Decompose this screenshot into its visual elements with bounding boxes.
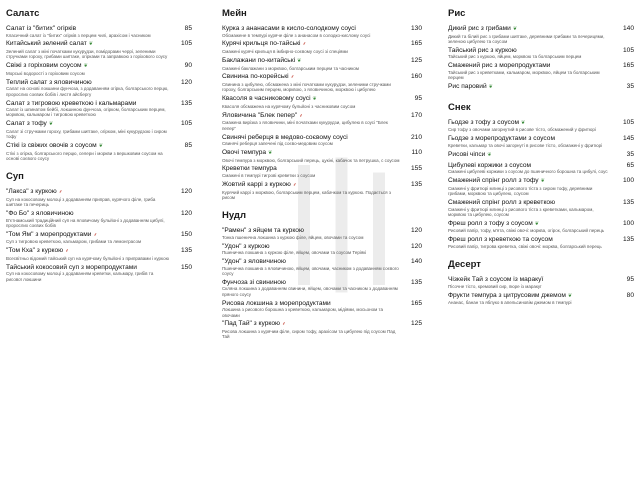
vegetarian-leaf-icon: ❦: [312, 96, 317, 103]
menu-item: [222, 300, 422, 318]
menu-item-price: 80: [626, 291, 634, 299]
menu-item-price: 135: [180, 247, 192, 255]
menu-item-name: Смажений спрінг ролл з тофу: [448, 177, 539, 185]
menu-item: [448, 292, 634, 306]
menu-item-description: Смажені курячі крильця в імбирно-соєвому соусі зі спеціями: [222, 49, 348, 55]
section-title: Десерт: [448, 259, 481, 271]
menu-item-name: Фунчоза зі свининою: [222, 278, 286, 286]
menu-column-middle: [222, 6, 422, 342]
menu-item-row: [448, 236, 634, 244]
menu-item-row: [222, 134, 422, 142]
menu-item: [448, 162, 634, 175]
menu-item-description: Свинина з цибулею, обсмажена з міні початками кукурудзи, зеленими стручками гороху, болгарським перцем, морквою, з яловичиною, морквою і цибулею: [222, 82, 391, 93]
menu-item-name: Смажений спрінг ролл з креветкою: [448, 199, 556, 207]
spicy-chili-icon: ⸙: [299, 112, 303, 119]
menu-item-row: [222, 258, 422, 266]
vegetarian-leaf-icon: ❦: [48, 121, 54, 128]
menu-item-name: Креветки темпура: [222, 165, 277, 173]
section-title: Суп: [6, 171, 24, 183]
menu-item-price: 150: [180, 230, 192, 238]
menu-item-row: [448, 162, 634, 170]
menu-item-description: Курячий каррі з морквою, болгарським перцем, кабачком та куркою. Подається з рисом: [222, 189, 391, 200]
menu-item-name: Рисова локшина з морепродуктами: [222, 299, 331, 307]
menu-item: [448, 151, 634, 160]
menu-item-price: 35: [626, 150, 634, 158]
menu-item-price: 125: [410, 320, 422, 328]
menu-item-name: "Том Ям" з морепродуктами: [6, 230, 92, 238]
vegetarian-leaf-icon: ❦: [487, 151, 492, 158]
menu-item-price: 160: [410, 73, 422, 81]
menu-item-name: Салат з тигровою креветкою і кальмарами: [6, 99, 137, 107]
menu-item-name-wrap: [6, 100, 172, 108]
menu-item-name: Тайський рис з куркою: [448, 46, 517, 54]
menu-item-price: 165: [622, 62, 634, 70]
menu-item-name-wrap: [222, 227, 402, 235]
menu-item: [222, 40, 422, 54]
menu-item-name: "Рамен" з яйцем та куркою: [222, 227, 304, 235]
menu-item-description: Класичний салат із "битих" огірків з перцем чилі, арахісом і часником: [6, 32, 151, 38]
menu-item-description: Смажені у фритюрі млинці з рисового тіста з креветками, кальмаром, морквою та цибулею, соусом: [448, 206, 594, 217]
menu-item-name-wrap: [222, 134, 402, 142]
menu-item-description: Пісочне тісто, кремовий сир, пюре із маракуї: [448, 283, 542, 289]
menu-item-row: [6, 120, 192, 129]
menu-item-name-wrap: [222, 181, 402, 190]
menu-item-price: 120: [180, 78, 192, 86]
menu-item-name: Тайський кокосовий суп з морепродуктами: [6, 263, 137, 271]
menu-item: [222, 95, 422, 109]
menu-item-description: Всесвітньо відомий тайський суп на курячому бульйоні з приправами і куркою: [6, 255, 169, 261]
menu-item-row: [6, 247, 192, 256]
menu-item: [448, 177, 634, 196]
menu-item-description: Свинячі реберця запечені під соєво-медовим соусом: [222, 141, 333, 147]
menu-column-left: [6, 6, 192, 285]
spicy-chili-icon: ⸙: [292, 181, 297, 188]
menu-item-name: Гьодзе з тофу з соусом: [448, 118, 520, 126]
vegetarian-leaf-icon: ❦: [567, 292, 573, 299]
menu-item-name-wrap: [448, 292, 614, 301]
menu-item-description: Суп з тигровою креветкою, кальмаром, грибами та лемонграсом: [6, 239, 142, 245]
vegetarian-leaf-icon: ❦: [297, 57, 302, 64]
menu-item-row: [448, 135, 634, 143]
menu-item-price: 165: [410, 299, 422, 307]
menu-item: [6, 62, 192, 76]
menu-item-name-wrap: [448, 25, 614, 34]
menu-item-name-wrap: [448, 83, 614, 92]
menu-item-description: Ананас, банан та яблуко в апельсиновім джемом в темпурі: [448, 300, 572, 306]
menu-item-description: Суп на кокосовому молоці з додаванням креветки, кальмару, грибів та рисової локшини: [6, 271, 154, 282]
menu-item-name: Фрукти темпура з цитрусовим джемом: [448, 291, 566, 299]
menu-item: [6, 247, 192, 261]
menu-item: [6, 210, 192, 228]
menu-item-row: [6, 188, 192, 197]
menu-item-row: [448, 276, 634, 284]
menu-item-name-wrap: [448, 119, 614, 128]
menu-item: [222, 134, 422, 147]
menu-item-name: Чізкейк Тай з соусом із маракуї: [448, 276, 544, 284]
vegetarian-leaf-icon: ❦: [268, 149, 273, 156]
menu-item-price: 140: [410, 258, 422, 266]
section-title: Рис: [448, 8, 466, 19]
section-title: Нудл: [222, 210, 246, 222]
menu-item-price: 170: [410, 111, 422, 119]
menu-item-name: Курка з ананасами в кисло-солодкому соусі: [222, 25, 356, 32]
menu-item-name: Фреш ролл з тофу з соусом: [448, 219, 533, 227]
vegetarian-leaf-icon: ❦: [521, 119, 526, 126]
menu-item-name: Стікі із свіжих овочів з соусом: [6, 142, 97, 150]
menu-item-row: [6, 62, 192, 71]
menu-item-name-wrap: [448, 151, 614, 160]
menu-item-price: 120: [410, 227, 422, 235]
menu-item-name: Китайський зелений салат: [6, 40, 87, 48]
menu-item-description: Смажені цибулеві коржики з соусом до пшеничного борошна та цибулі, соус: [448, 169, 608, 175]
menu-item-price: 95: [414, 95, 422, 103]
menu-item-row: [448, 292, 634, 301]
menu-item-description: Квасоля обсмажена на курячому бульйоні з часниковим соусом: [222, 103, 356, 109]
menu-item: [448, 276, 634, 289]
menu-item-name: "Удон" з яловичиною: [222, 258, 286, 266]
menu-item-description: Смажена вирізка з яловичини, міні початками кукурудзи, цибулею в соусі "Блек пепер": [222, 120, 388, 131]
menu-item: [6, 142, 192, 161]
menu-item-name: "Лакса" з куркою: [6, 188, 57, 196]
menu-item-name: "Фо Бо" з яловичиною: [6, 210, 74, 218]
menu-item-price: 140: [622, 25, 634, 32]
menu-item-description: Тайський рис з куркою, яйцем, морквою та болгарським перцем: [448, 54, 582, 60]
menu-item: [222, 57, 422, 71]
menu-item-description: Пшенична локшина з куркою філе, яйцем, овочами та соусом Теріякі: [222, 250, 367, 256]
menu-item-row: [6, 142, 192, 151]
menu-item: [222, 73, 422, 92]
menu-item-description: Рисовий папір, тигрова креветка, свіжі овочі: морква, болгарський перець: [448, 243, 602, 249]
menu-item-description: Овочі темпура з морквою, болгарський перець, цукіні, кабачок та петрушка, с соусом: [222, 157, 400, 163]
menu-item-price: 105: [180, 40, 192, 48]
menu-item-name-wrap: [222, 25, 402, 33]
vegetarian-leaf-icon: ❦: [512, 26, 518, 32]
menu-item-price: 120: [410, 242, 422, 250]
menu-item-name: Курячі крильця по-тайські: [222, 40, 301, 48]
menu-item-row: [6, 79, 192, 87]
menu-item-name-wrap: [6, 25, 172, 33]
menu-item-price: 165: [410, 40, 422, 48]
vegetarian-leaf-icon: ❦: [488, 84, 493, 91]
menu-item-description: Пшенична локшина з яловичиною, яйцем, овочами, часником з додаванням соєвого соусу: [222, 265, 399, 276]
menu-item-name: Овочі темпура: [222, 148, 267, 156]
section-title: Мейн: [222, 8, 247, 19]
menu-item-name-wrap: [6, 188, 172, 197]
menu-item-row: [222, 165, 422, 173]
menu-item-price: 135: [622, 199, 634, 207]
menu-item-row: [6, 100, 192, 108]
menu-item-name-wrap: [448, 162, 614, 170]
menu-item: [6, 40, 192, 59]
menu-item-description: Дикий та білий рис з грибами шиїтаке, деревними грибами та печерицями, зеленою цибулею та соусом: [448, 33, 605, 44]
menu-item-description: Морські водорості з горіховим соусом: [6, 70, 85, 76]
menu-item-description: Смажені у фритюрі млинці з рисового тіста з сиром тофу, деревними грибами, морквою та цибулею, соусом: [448, 185, 593, 197]
menu-item: [448, 199, 634, 217]
menu-item-name-wrap: [222, 112, 402, 121]
menu-item-name: Свинячі реберця в медово-соєвому соусі: [222, 133, 348, 141]
menu-item-name-wrap: [6, 142, 172, 151]
menu-item: [448, 62, 634, 80]
menu-item: [222, 149, 422, 163]
menu-item-row: [6, 210, 192, 218]
menu-item-name: "Том Кха" з куркою: [6, 247, 64, 255]
menu-item-row: [448, 199, 634, 207]
menu-item-description: Креветки, кальмар та овочі загорнуті в рисове тісто, обсмажені у фритюрі: [448, 142, 603, 148]
menu-item: [222, 112, 422, 131]
menu-item-description: Салат зі стручками гороху, грибами шиїтаке, огірком, міні кукурудзою і сиром тофу: [6, 128, 167, 140]
menu-item-name: Свіжі з горіховим соусом: [6, 62, 82, 70]
menu-item-row: [222, 227, 422, 235]
menu-item-price: 35: [626, 83, 634, 91]
menu-item: [222, 165, 422, 178]
menu-item-name: Гьодзе з морепродуктами з соусом: [448, 135, 555, 143]
menu-item-row: [222, 149, 422, 158]
menu-item-name-wrap: [6, 62, 172, 71]
spicy-chili-icon: ⸙: [58, 189, 63, 196]
menu-item-row: [222, 95, 422, 104]
menu-item-row: [222, 40, 422, 49]
menu-item-name: Квасоля в часниковому соусі: [222, 95, 311, 103]
menu-item-price: 85: [184, 142, 192, 150]
menu-item-row: [448, 62, 634, 70]
menu-item-name: Рис паровий: [448, 83, 487, 91]
menu-item-row: [6, 40, 192, 49]
menu-item: [448, 119, 634, 133]
menu-item-price: 135: [622, 236, 634, 244]
vegetarian-leaf-icon: ❦: [540, 178, 545, 185]
menu-item-price: 65: [626, 161, 634, 169]
menu-item-name: Салат із "битих" огірків: [6, 25, 77, 32]
menu-item-name-wrap: [448, 177, 614, 186]
menu-item-name-wrap: [448, 276, 614, 284]
menu-item: [448, 236, 634, 249]
menu-item: [222, 279, 422, 297]
vegetarian-leaf-icon: ❦: [98, 143, 103, 150]
menu-item-price: 105: [180, 120, 192, 128]
menu-item-name-wrap: [448, 236, 614, 244]
menu-item-price: 95: [626, 276, 634, 284]
menu-item: [448, 135, 634, 148]
menu-item-price: 120: [180, 210, 192, 218]
menu-item-price: 90: [184, 62, 192, 70]
menu-item-price: 110: [411, 148, 422, 156]
menu-item: [448, 220, 634, 234]
menu-item-row: [222, 300, 422, 308]
menu-item-price: 105: [622, 46, 634, 54]
vegetarian-leaf-icon: ❦: [534, 220, 539, 227]
menu-item-price: 120: [180, 188, 192, 196]
menu-item: [222, 320, 422, 339]
menu-item-name-wrap: [222, 320, 402, 329]
menu-item-name-wrap: [222, 300, 402, 308]
menu-item-name-wrap: [6, 120, 172, 129]
menu-item-name: Теплий салат з яловичиною: [6, 78, 92, 86]
menu-item-row: [222, 25, 422, 33]
menu-item-name-wrap: [6, 40, 172, 49]
menu-item-name: Рисові чіпси: [448, 150, 486, 158]
menu-item-description: Сир тофу з овочами загорнутий в рисове тісто, обсмажений у фритюрі: [448, 127, 596, 133]
spicy-chili-icon: ⸙: [65, 248, 69, 255]
menu-item: [6, 25, 192, 38]
menu-item-description: В'єтнамський традиційний суп на яловичому бульйоні з додаванням цибулі, пророслих соєвих бобів: [6, 217, 165, 228]
menu-item-name: Салат з тофу: [6, 120, 47, 128]
menu-item-description: Зелений салат з міні початками кукурудзи, помідорами черрі, зеленими стручками гороху, грибами шиїтаке, огірками та заправкою з горіхового соусу: [6, 49, 168, 60]
menu-item: [6, 120, 192, 139]
menu-item-name: Баклажани по-китайські: [222, 56, 296, 64]
menu-item-price: 100: [622, 219, 634, 227]
menu-item-name-wrap: [6, 79, 172, 87]
menu-item-row: [448, 25, 634, 34]
menu-item-name: Дикий рис з грибами: [448, 25, 511, 32]
menu-item-description: Тайський рис з креветками, кальмаром, морквою, яйцем та болгарським перцем: [448, 69, 600, 81]
menu-item-description: Обсмажене в темпурі куряче філе з ананасом в солодко-кислому соусі: [222, 32, 371, 38]
menu-item-name-wrap: [448, 62, 614, 70]
menu-item-description: Рисова локшина з курячим філе, сиром тофу, арахісом та цибулею під соусом Пад Тай: [222, 329, 396, 340]
menu-item-description: Смажені баклажани з морквою, болгарським перцем та часником: [222, 65, 359, 71]
menu-item-name-wrap: [222, 40, 402, 49]
menu-item-name-wrap: [6, 231, 172, 240]
menu-item-row: [6, 25, 192, 33]
vegetarian-leaf-icon: ❦: [83, 63, 88, 70]
menu-item: [222, 227, 422, 240]
spicy-chili-icon: ⸙: [281, 321, 286, 328]
menu-item-name: "Пад Тай" з куркою: [222, 320, 280, 328]
menu-item: [448, 83, 634, 92]
menu-item-name: "Удон" з куркою: [222, 242, 270, 250]
menu-item-price: 135: [410, 180, 422, 188]
menu-item-row: [222, 112, 422, 121]
menu-item-row: [448, 151, 634, 160]
menu-item-row: [222, 181, 422, 190]
menu-item-name-wrap: [222, 73, 402, 82]
menu-item: [222, 181, 422, 200]
menu-item: [222, 25, 422, 38]
menu-item-name-wrap: [222, 149, 402, 158]
menu-item-price: 210: [410, 133, 422, 141]
menu-item: [448, 47, 634, 60]
menu-item-name-wrap: [6, 247, 172, 256]
menu-item-description: Суп на кокосовому молоці з додаванням приправ, курячого філе, гриба шиїтаке та печериць: [6, 196, 156, 208]
menu-item-name: Фреш ролл з креветкою та соусом: [448, 236, 553, 244]
menu-item-name-wrap: [448, 135, 614, 143]
menu-item-name: Жовтий каррі з куркою: [222, 180, 291, 188]
menu-item-row: [448, 177, 634, 186]
section-title: Салатс: [6, 8, 40, 19]
menu-item-name-wrap: [448, 199, 614, 207]
menu-item-price: 105: [622, 118, 634, 126]
menu-item-price: 130: [410, 25, 422, 32]
menu-item-price: 135: [410, 278, 422, 286]
menu-item-row: [222, 320, 422, 329]
menu-item-price: 135: [180, 99, 192, 107]
menu-item: [6, 188, 192, 207]
menu-item-description: Салат на основі локшини фунчоза, з додаванням огірка, болгарського перцю, пророслих соєвих бобів і листя айсбергу: [6, 86, 169, 97]
menu-item-price: 85: [184, 25, 192, 32]
menu-item-row: [448, 119, 634, 128]
menu-item-name-wrap: [222, 95, 402, 104]
menu-item: [6, 231, 192, 245]
menu-item-price: 100: [622, 177, 634, 185]
menu-item-description: Смажені в темпурі тигрові креветки з соусом: [222, 173, 316, 179]
menu-item: [222, 243, 422, 256]
menu-column-right: [448, 6, 634, 308]
menu-item-description: Рисовий папір, тофу, м'ята, свіжі овочі: морква, огірок, болгарський перець: [448, 228, 605, 234]
spicy-chili-icon: ⸙: [93, 231, 98, 238]
menu-item-name-wrap: [6, 264, 172, 272]
menu-item-price: 150: [180, 263, 192, 271]
menu-item-row: [6, 264, 192, 272]
menu-item-description: Салат із шпинатом бейбі, локшиною фунчоза, огірком, болгарським перцем, морквою, кальмаром і тигровою креветкою: [6, 107, 166, 118]
menu-item: [6, 79, 192, 97]
spicy-chili-icon: ⸙: [302, 41, 307, 48]
spicy-chili-icon: ⸙: [290, 74, 295, 81]
menu-item-name-wrap: [222, 258, 402, 266]
menu-item: [6, 264, 192, 282]
menu-item: [222, 258, 422, 276]
vegetarian-leaf-icon: ❦: [88, 41, 93, 48]
menu-item-price: 145: [622, 135, 634, 143]
menu-item-description: Стікі з огірка, болгарського перцю, селери і моркви з вершковим соусом на основі соєвого соусу: [6, 150, 163, 161]
menu-item-row: [222, 73, 422, 82]
menu-item-name-wrap: [222, 165, 402, 173]
menu-item-description: Тонка пшенична локшина з куркою філе, яйцем, овочами та соусом: [222, 234, 364, 240]
menu-item-name-wrap: [222, 57, 402, 66]
menu-item-name: Яловичина "Блек пепер": [222, 111, 298, 119]
menu-item: [448, 25, 634, 44]
menu-item-row: [6, 231, 192, 240]
menu-item-row: [448, 83, 634, 92]
menu-item: [6, 100, 192, 118]
menu-item-description: Скляна локшина з додаванням свинини, яйцем, овочами та часником з додаванням пряного соусу: [222, 286, 398, 297]
menu-item-description: Локшина з рисового борошна з креветкою, кальмаром, мідіями, мосьоном та овочами: [222, 307, 383, 318]
menu-item-price: 155: [410, 165, 422, 173]
menu-item-row: [222, 57, 422, 66]
menu-item-name: Цибулеві коржики з соусом: [448, 161, 532, 169]
menu-item-name: Свинина по-корейські: [222, 73, 289, 81]
section-title: Снек: [448, 101, 471, 113]
menu-item-name: Смажений рис з морепродуктами: [448, 62, 551, 70]
menu-item-name-wrap: [6, 210, 172, 218]
menu-item-price: 125: [410, 56, 422, 64]
